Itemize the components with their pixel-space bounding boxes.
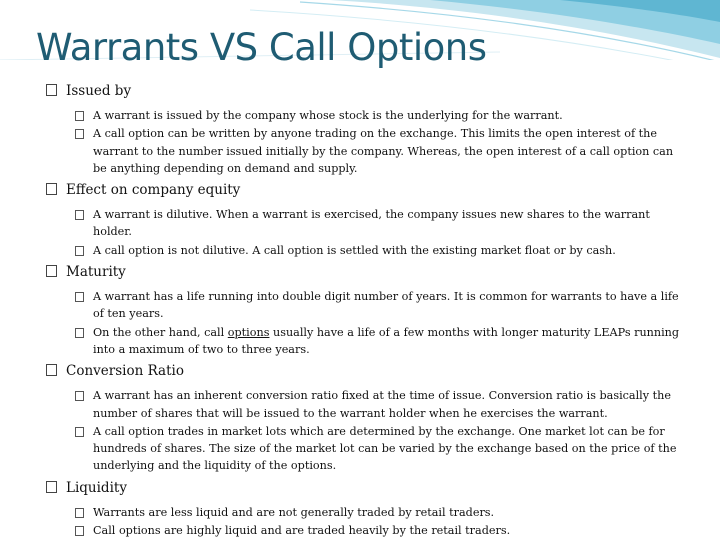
list-item-text: A warrant is issued by the company whose stock is the underlying for the warrant. (93, 109, 563, 122)
section-heading: Effect on company equity (66, 182, 241, 199)
list-item (75, 423, 686, 475)
list-item (75, 125, 686, 177)
list-item-text: A warrant is dilutive. When a warrant is exercised, the company issues new shares to the warrant holder. (93, 208, 650, 239)
bullet-box-icon (75, 210, 84, 220)
list-item-text: Warrants are less liquid and are not generally traded by retail traders. (93, 505, 495, 519)
bullet-box-icon (46, 265, 57, 277)
bullet-box-icon (75, 391, 84, 401)
section-maturity (46, 264, 686, 358)
list-item (75, 387, 686, 422)
bullet-box-icon (46, 183, 57, 195)
list-item (75, 107, 686, 124)
list-item (75, 522, 686, 539)
list-item-text: Call options are highly liquid and are traded heavily by the retail traders. (93, 524, 511, 538)
section-heading: Conversion Ratio (66, 363, 184, 380)
section-effect-on-equity (46, 182, 686, 259)
section-heading: Liquidity (66, 479, 127, 496)
list-item-text: A call option is not dilutive. A call option is settled with the existing market float or by cash. (93, 243, 616, 257)
list-item (75, 504, 686, 521)
list-item (75, 206, 686, 241)
bullet-box-icon (46, 481, 57, 493)
list-item-text: A warrant has a life running into double digit number of years. It is common for warrants to have a life of ten years. (93, 290, 679, 321)
section-liquidity (46, 480, 686, 540)
list-item-text: A call option trades in market lots which are determined by the exchange. One market lot can be for hundreds of shares. The size of the market lot can be varied by the exchange based on the price of the underlying and the liquidity of the options. (93, 424, 677, 473)
bullet-box-icon (75, 328, 84, 338)
slide-content (46, 83, 686, 544)
list-item (75, 324, 686, 359)
bullet-box-icon (75, 129, 84, 139)
section-heading: Maturity (66, 264, 126, 281)
bullet-box-icon (46, 84, 57, 96)
section-issued-by (46, 83, 686, 177)
list-item (75, 242, 686, 259)
options-link[interactable]: options (227, 325, 270, 339)
bullet-box-icon (75, 111, 84, 121)
bullet-box-icon (75, 508, 84, 518)
bullet-box-icon (75, 526, 84, 536)
slide-title: Warrants VS Call Options (36, 26, 487, 69)
list-item-text: A call option can be written by anyone trading on the exchange. This limits the open interest of the warrant to the number issued initially by the company. Whereas, the open interest of a call option can be anything depending on demand and supply. (93, 127, 674, 175)
list-item-text: A warrant has an inherent conversion ratio fixed at the time of issue. Conversion ratio is basically the number of shares that will be issued to the warrant holder when he exercises the warrant. (93, 389, 671, 420)
list-item-text (93, 324, 686, 359)
text-before-link: On the other hand, call (93, 325, 228, 339)
bullet-box-icon (75, 246, 84, 256)
text-after-link: usually have a life of a few months with longer maturity LEAPs running into a maximum of two to three years. (93, 325, 680, 356)
section-heading: Issued by (66, 83, 132, 99)
bullet-box-icon (75, 292, 84, 302)
section-conversion-ratio (46, 363, 686, 474)
bullet-box-icon (75, 427, 84, 437)
bullet-box-icon (46, 364, 57, 376)
list-item (75, 288, 686, 323)
